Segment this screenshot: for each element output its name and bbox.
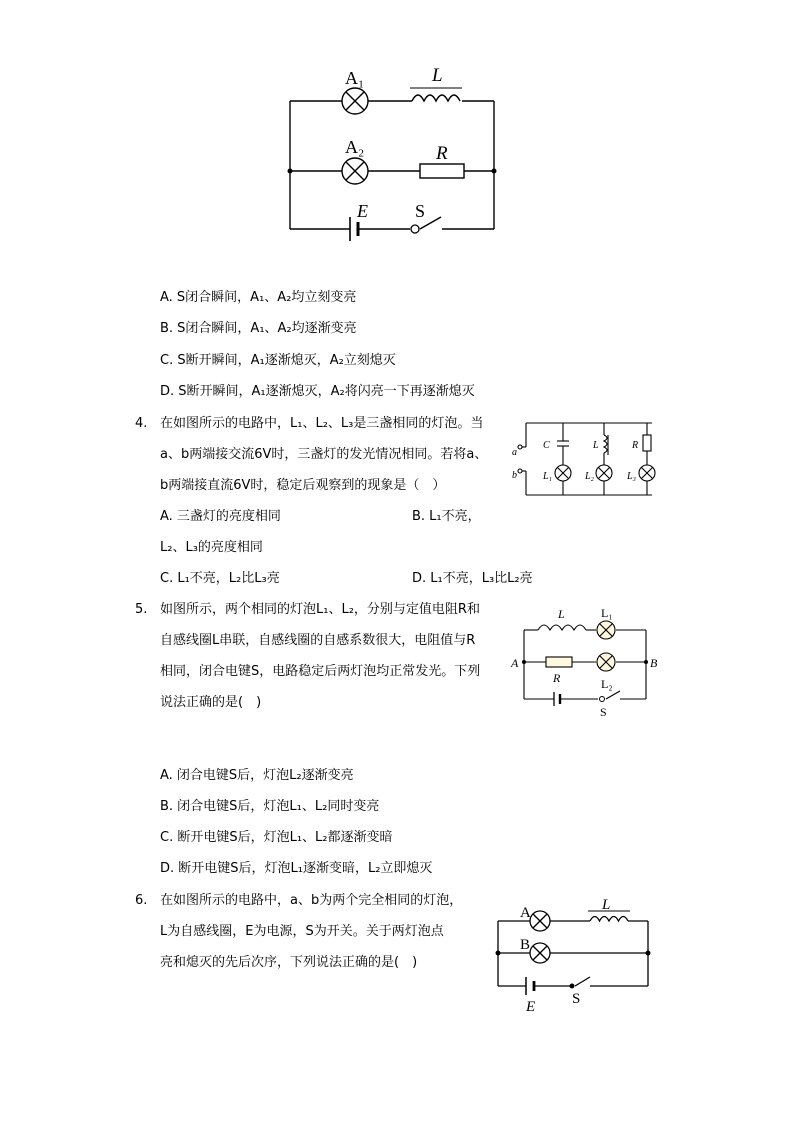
- label-l: L: [432, 65, 443, 86]
- q5-circuit-figure: [508, 600, 663, 720]
- q5-fig-label-s: S: [600, 705, 607, 719]
- label-e: E: [357, 201, 368, 221]
- q5-number: 5.: [135, 602, 148, 617]
- q4-fig-label-l: L: [593, 440, 599, 451]
- q6-circuit-figure: [490, 893, 660, 1018]
- q6-fig-label-b: B: [520, 937, 531, 953]
- q5-stem-line-4: 说法正确的是( ): [160, 695, 262, 710]
- q4-circuit-figure: [510, 415, 660, 500]
- q4-option-b-cont: L₂、L₃的亮度相同: [160, 540, 263, 555]
- q5-fig-label-a: A: [511, 656, 519, 670]
- q4-option-b: B. L₁不亮，: [412, 509, 481, 524]
- q3-option-a: A. S闭合瞬间，A₁、A₂均立刻变亮: [160, 290, 357, 305]
- q6-fig-label-s: S: [572, 991, 581, 1007]
- q4-stem-line-3: b两端接直流6V时，稳定后观察到的现象是（ ）: [160, 478, 446, 493]
- q5-fig-label-l1: L₁: [601, 606, 613, 620]
- label-r: R: [436, 143, 448, 164]
- label-a1: A₁: [345, 68, 365, 88]
- resistor-icon: [420, 164, 464, 178]
- q5-stem-line-2: 自感线圈L串联，自感线圈的自感系数很大，电阻值与R: [160, 633, 476, 648]
- q4-fig-label-c: C: [543, 440, 550, 451]
- q5-option-c: C. 断开电键S后，灯泡L₁、L₂都逐渐变暗: [160, 830, 393, 845]
- q4-fig-label-r: R: [632, 440, 639, 451]
- q4-option-d: D. L₁不亮，L₃比L₂亮: [412, 571, 533, 586]
- q4-option-a: A. 三盏灯的亮度相同: [160, 509, 281, 524]
- q6-stem-line-1: 在如图所示的电路中，a、b为两个完全相同的灯泡，: [160, 893, 463, 908]
- label-a2: A₂: [345, 137, 365, 157]
- q4-fig-label-a: a: [512, 447, 517, 458]
- q4-fig-label-l2: L₂: [585, 471, 595, 482]
- q6-fig-label-l: L: [602, 897, 611, 913]
- q4-stem-line-1: 在如图所示的电路中，L₁、L₂、L₃是三盏相同的灯泡。当: [160, 416, 484, 431]
- q5-fig-label-l2: L₂: [601, 677, 613, 691]
- q4-fig-label-b: b: [512, 470, 517, 481]
- q6-stem-line-3: 亮和熄灭的先后次序，下列说法正确的是( ): [160, 955, 418, 970]
- q4-fig-label-l3: L₃: [627, 471, 637, 482]
- switch-icon: [411, 225, 419, 233]
- q3-circuit-figure: [270, 55, 520, 255]
- q4-fig-label-l1: L₁: [543, 471, 553, 482]
- q6-stem-line-2: L为自感线圈，E为电源，S为开关。关于两灯泡点: [160, 924, 444, 939]
- q5-fig-label-b: B: [650, 656, 658, 670]
- q3-option-b: B. S闭合瞬间，A₁、A₂均逐渐变亮: [160, 321, 357, 336]
- q6-fig-label-e: E: [526, 999, 536, 1015]
- lamp-a2-icon: [342, 158, 368, 184]
- q6-fig-label-a: A: [520, 905, 531, 921]
- q5-stem-line-1: 如图所示，两个相同的灯泡L₁、L₂，分别与定值电阻R和: [160, 602, 480, 617]
- q5-fig-label-r: R: [553, 671, 561, 685]
- q5-fig-label-l: L: [558, 607, 565, 621]
- label-s: S: [415, 201, 426, 221]
- q5-stem-line-3: 相同，闭合电键S，电路稳定后两灯泡均正常发光。下列: [160, 664, 481, 679]
- q4-option-c: C. L₁不亮，L₂比L₃亮: [160, 571, 280, 586]
- q5-option-b: B. 闭合电键S后，灯泡L₁、L₂同时变亮: [160, 799, 380, 814]
- q3-option-d: D. S断开瞬间，A₁逐渐熄灭，A₂将闪亮一下再逐渐熄灭: [160, 384, 475, 399]
- q5-option-a: A. 闭合电键S后，灯泡L₂逐渐变亮: [160, 768, 354, 783]
- inductor-icon: [412, 95, 460, 101]
- q6-number: 6.: [135, 893, 148, 908]
- q3-option-c: C. S断开瞬间，A₁逐渐熄灭，A₂立刻熄灭: [160, 353, 396, 368]
- q4-number: 4.: [135, 416, 148, 431]
- q4-stem-line-2: a、b两端接交流6V时，三盏灯的发光情况相同。若将a、: [160, 447, 488, 462]
- lamp-a1-icon: [342, 88, 368, 114]
- q5-option-d: D. 断开电键S后，灯泡L₁逐渐变暗，L₂立即熄灭: [160, 861, 433, 876]
